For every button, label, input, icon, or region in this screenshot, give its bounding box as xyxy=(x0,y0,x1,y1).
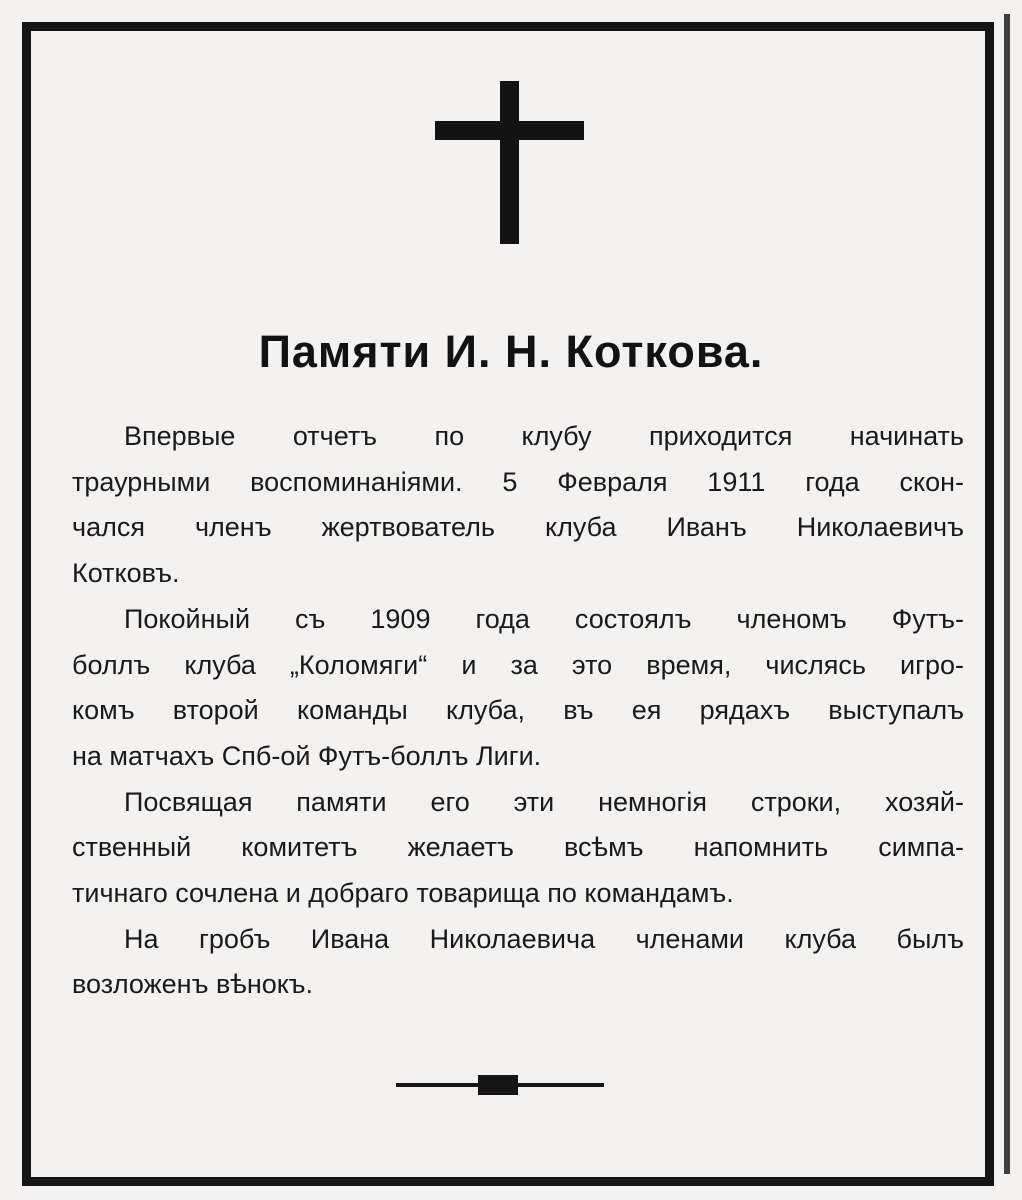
text-line: ственный комитетъ желаетъ всѣмъ напомнить симпа- xyxy=(72,832,964,863)
frame-shadow xyxy=(1004,14,1010,1174)
obituary-text xyxy=(72,414,964,1008)
text-line: боллъ клуба „Коломяги“ и за это время, числясь игро- xyxy=(72,649,964,680)
text-line: на матчахъ Спб-ой Футъ-боллъ Лиги. xyxy=(72,740,542,771)
text-line: Котковъ. xyxy=(72,558,180,589)
cross-vertical-bar xyxy=(500,81,519,244)
text-line: На гробъ Ивана Николаевича членами клуба былъ xyxy=(124,923,964,954)
text-line: траурными воспоминаніями. 5 Февраля 1911 года скон- xyxy=(72,466,964,497)
divider-rule-block xyxy=(478,1075,518,1095)
text-line: чался членъ жертвователь клуба Иванъ Николаевичъ xyxy=(72,512,964,543)
text-line: тичнаго сочлена и добраго товарища по командамъ. xyxy=(72,878,734,909)
text-line: возложенъ вѣнокъ. xyxy=(72,969,313,1000)
text-line: Посвящая памяти его эти немногія строки, хозяй- xyxy=(124,786,964,817)
page-title: Памяти И. Н. Коткова. xyxy=(258,326,764,377)
text-line: Впервые отчетъ по клубу приходится начинать xyxy=(124,421,964,451)
text-line: комъ второй команды клуба, въ ея рядахъ выступалъ xyxy=(72,695,964,726)
cross-horizontal-bar xyxy=(435,121,584,140)
divider-rule-icon xyxy=(396,1073,626,1097)
text-line: Покойный съ 1909 года состоялъ членомъ Футъ- xyxy=(124,603,964,634)
